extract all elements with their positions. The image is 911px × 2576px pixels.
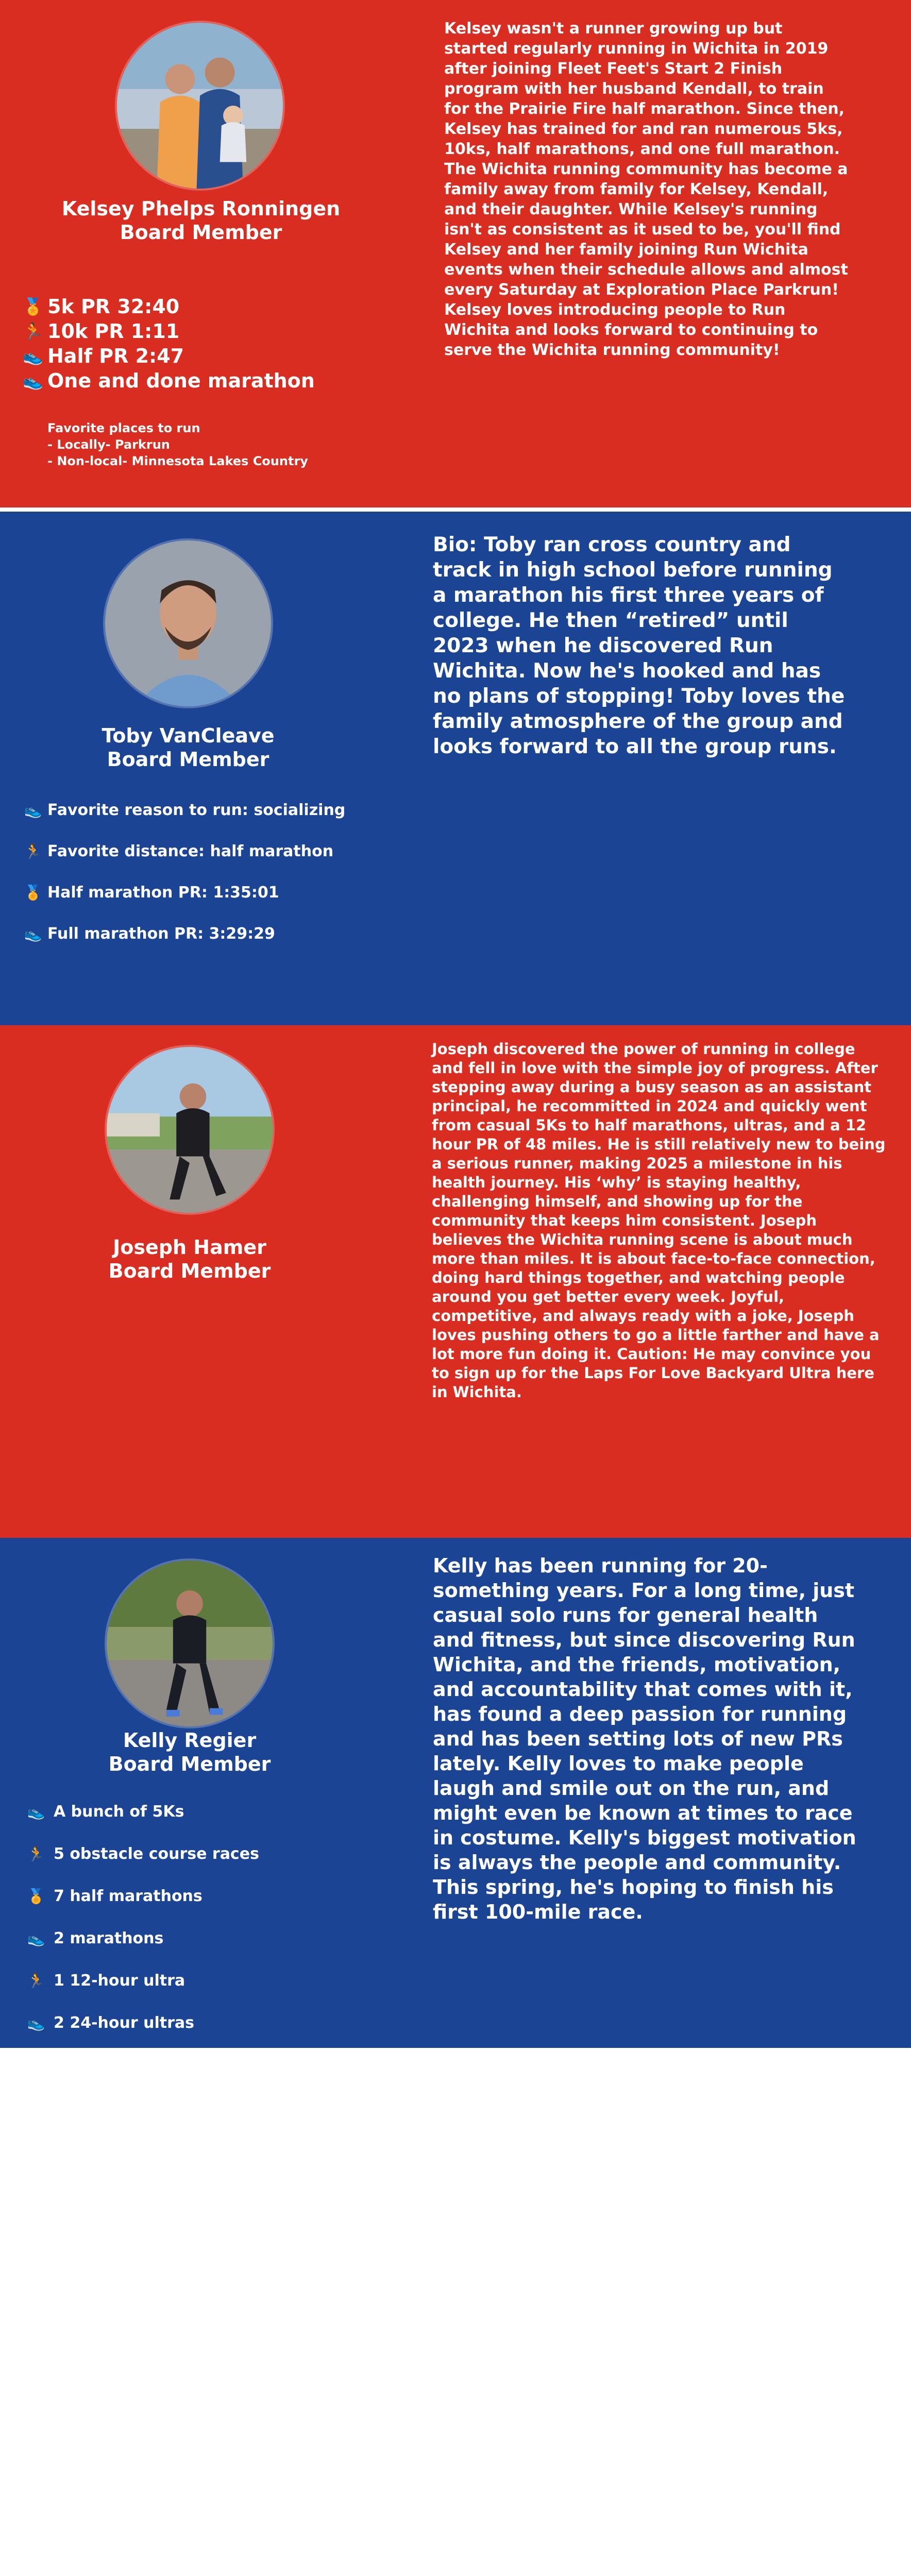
stat-item: [23, 883, 279, 903]
runner-icon: 🏃: [27, 1845, 45, 1862]
member-section-toby: [0, 512, 911, 1025]
member-name: Joseph Hamer: [113, 1236, 266, 1259]
stat-item: [23, 1844, 259, 1865]
stat-text: 2 24-hour ultras: [54, 2014, 194, 2032]
stat-text: Half marathon PR: 1:35:01: [47, 884, 279, 902]
stat-item: [23, 344, 184, 368]
stat-text: Favorite reason to run: socializing: [47, 801, 346, 819]
stat-item: [23, 841, 333, 862]
avatar: [105, 1045, 275, 1215]
photo-runner-image: [107, 1561, 273, 1726]
avatar: [105, 1558, 275, 1728]
shoe-icon: 👟: [23, 346, 43, 366]
shoe-icon: 👟: [27, 2014, 45, 2031]
stat-item: [23, 295, 179, 318]
member-role: Board Member: [108, 1753, 271, 1775]
stat-item: [23, 924, 275, 944]
member-section-joseph: [0, 1025, 911, 1538]
stat-item: [23, 800, 345, 821]
running-shoe-icon: 👟: [27, 1930, 45, 1947]
member-bio: Kelly has been running for 20-something years. For a long time, just casual solo runs for general health and fitness, but since discovering Run Wichita, and the friends, motivation, and accountability that comes with it, has found a deep passion for running and has been setting lots of new PRs lately. Kelly loves to make people laugh and smile out on the run, and might even be known at times to race in costume. Kelly's biggest motivation is always the people and community. This spring, he's hoping to finish his first 100-mile race.: [433, 1554, 856, 1923]
member-bio: Joseph discovered the power of running in college and fell in love with the simple joy of progress. After stepping away during a busy season as an assistant principal, he recommitted in 2024 and quickly went from casual 5Ks to half marathons, ultras, and a 12 hour PR of 48 miles. He is still relatively new to being a serious runner, making 2025 a milestone in his health journey. His ‘why’ is staying healthy, challenging himself, and showing up for the community that keeps him consistent. Joseph believes the Wichita running scene is about much more than miles. It is about face-to-face connection, doing hard things together, and watching people around you get better every week. Joyful, competitive, and always ready with a joke, Joseph loves pushing others to go a little farther and have a lot more fun doing it. Caution: He may convince you to sign up for the Laps For Love Backyard Ultra here in Wichita.: [432, 1040, 886, 1401]
medal-icon: 🏅: [24, 884, 42, 901]
member-section-kelsey: [0, 0, 911, 507]
medal-icon: 🏅: [23, 297, 43, 316]
stat-text: 2 marathons: [54, 1929, 164, 1947]
member-role: Board Member: [120, 221, 282, 244]
runner-icon: 🏃: [23, 321, 43, 341]
stat-text: 5k PR 32:40: [47, 295, 180, 318]
runner-icon: 🏃: [27, 1972, 45, 1989]
member-name: Kelsey Phelps Ronningen: [61, 197, 341, 220]
stat-item: [23, 369, 315, 393]
photo-runner-image: [107, 1047, 273, 1213]
stat-text: 10k PR 1:11: [47, 320, 180, 343]
member-name: Kelly Regier: [123, 1729, 257, 1752]
member-role: Board Member: [107, 748, 269, 771]
member-bio: Bio: Toby ran cross country and track in high school before running a marathon his first three years of college. He then “retired” until 2023 when he discovered Run Wichita. Now he's hooked and has no plans of stopping! Toby loves the family atmosphere of the group and looks forward to all the group runs.: [433, 533, 845, 758]
stat-text: 5 obstacle course races: [54, 1845, 259, 1863]
stat-item: [23, 1802, 184, 1822]
avatar: [115, 21, 285, 191]
running-shoe-icon: 👟: [23, 371, 43, 391]
avatar: [103, 538, 273, 708]
medal-icon: 🏅: [27, 1888, 45, 1905]
stat-item: [23, 319, 179, 343]
stat-item: [23, 1928, 163, 1949]
photo-family-image: [117, 23, 283, 189]
runner-icon: 🏃: [24, 843, 42, 860]
running-shoe-icon: 👟: [24, 925, 42, 942]
stat-text: 7 half marathons: [54, 1887, 203, 1905]
section-divider: [0, 507, 911, 512]
favorites-title: Favorite places to run: [47, 421, 200, 435]
member-section-kelly: [0, 1538, 911, 2048]
favorite-place: - Non-local- Minnesota Lakes Country: [47, 454, 308, 468]
member-role: Board Member: [108, 1260, 271, 1282]
stat-text: Favorite distance: half marathon: [47, 842, 334, 860]
member-name: Toby VanCleave: [102, 724, 275, 747]
stat-text: One and done marathon: [47, 369, 315, 392]
favorite-place: - Locally- Parkrun: [47, 437, 170, 452]
shoe-icon: 👟: [24, 802, 42, 819]
stat-item: [23, 1886, 203, 1907]
stat-text: Full marathon PR: 3:29:29: [47, 925, 275, 943]
shoe-icon: 👟: [27, 1803, 45, 1820]
photo-portrait-image: [105, 540, 271, 706]
stat-item: [23, 1971, 185, 1991]
stat-text: A bunch of 5Ks: [54, 1803, 184, 1821]
stat-item: [23, 2013, 194, 2033]
stat-text: 1 12-hour ultra: [54, 1972, 185, 1990]
member-bio: Kelsey wasn't a runner growing up but started regularly running in Wichita in 2019 after joining Fleet Feet's Start 2 Finish program with her husband Kendall, to train for the Prairie Fire half marathon. Since then, Kelsey has trained for and ran numerous 5ks, 10ks, half marathons, and one full marathon. The Wichita running community has become a family away from family for Kelsey, Kendall, and their daughter. While Kelsey's running isn't as consistent as it used to be, you'll find Kelsey and her family joining Run Wichita events when their schedule allows and almost every Saturday at Exploration Place Parkrun! Kelsey loves introducing people to Run Wichita and looks forward to continuing to serve the Wichita running community!: [444, 20, 848, 359]
stat-text: Half PR 2:47: [47, 345, 184, 367]
